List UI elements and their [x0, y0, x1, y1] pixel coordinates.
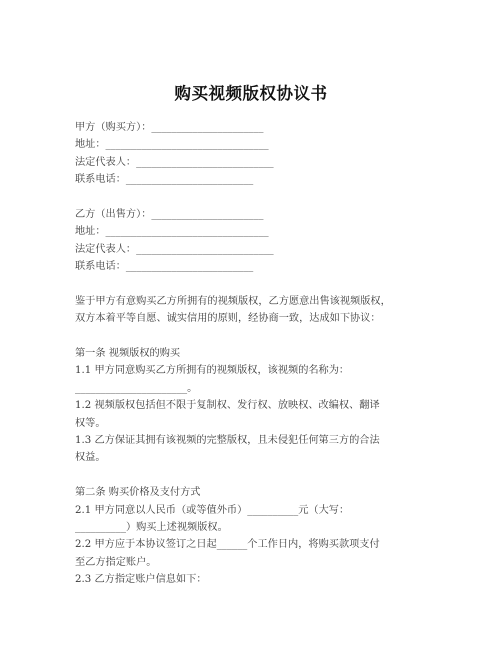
article1-line: 1.3 乙方保证其拥有该视频的完整版权，且未侵犯任何第三方的合法	[75, 435, 380, 447]
article1-line: 1.2 视频版权包括但不限于复制权、发行权、放映权、改编权、翻译	[75, 400, 380, 412]
article1-line: 1.1 甲方同意购买乙方所拥有的视频版权，该视频的名称为：	[75, 365, 350, 377]
spacer	[75, 276, 445, 293]
document-body	[75, 119, 445, 589]
article1-line: 权益。	[75, 452, 106, 464]
party-b-name: 乙方（出售方）：______________________	[75, 208, 264, 220]
party-b-rep: 法定代表人：___________________________	[75, 243, 274, 255]
article1-line: 权等。	[75, 417, 106, 429]
article2-line: __________）购买上述视频版权。	[75, 521, 228, 533]
article2-line: 至乙方指定账户。	[75, 556, 157, 568]
spacer	[75, 189, 445, 206]
party-a-rep: 法定代表人：___________________________	[75, 156, 274, 168]
article1-heading: 第一条 视频版权的购买	[75, 348, 181, 360]
party-a-name: 甲方（购买方）：______________________	[75, 122, 264, 133]
party-a-phone: 联系电话：_________________________	[75, 174, 254, 186]
party-b-address: 地址：________________________________	[75, 226, 269, 238]
article2-line: 2.2 甲方应于本协议签订之日起______个工作日内，将购买款项支付	[75, 539, 380, 551]
preamble-line: 鉴于甲方有意购买乙方所拥有的视频版权，乙方愿意出售该视频版权，	[75, 295, 391, 307]
party-b-phone: 联系电话：_________________________	[75, 261, 254, 273]
article2-line: 2.3 乙方指定账户信息如下：	[75, 574, 207, 586]
article1-line: ______________________。	[75, 382, 198, 394]
article2-heading: 第二条 购买价格及支付方式	[75, 487, 201, 499]
party-a-address: 地址：________________________________	[75, 139, 269, 151]
article2-line: 2.1 甲方同意以人民币（或等值外币）__________元（大写：	[75, 504, 350, 516]
preamble-line: 双方本着平等自愿、诚实信用的原则，经协商一致，达成如下协议：	[75, 313, 381, 325]
document-title: 购买视频版权协议书	[174, 84, 328, 103]
spacer	[75, 328, 445, 345]
spacer	[75, 467, 445, 484]
